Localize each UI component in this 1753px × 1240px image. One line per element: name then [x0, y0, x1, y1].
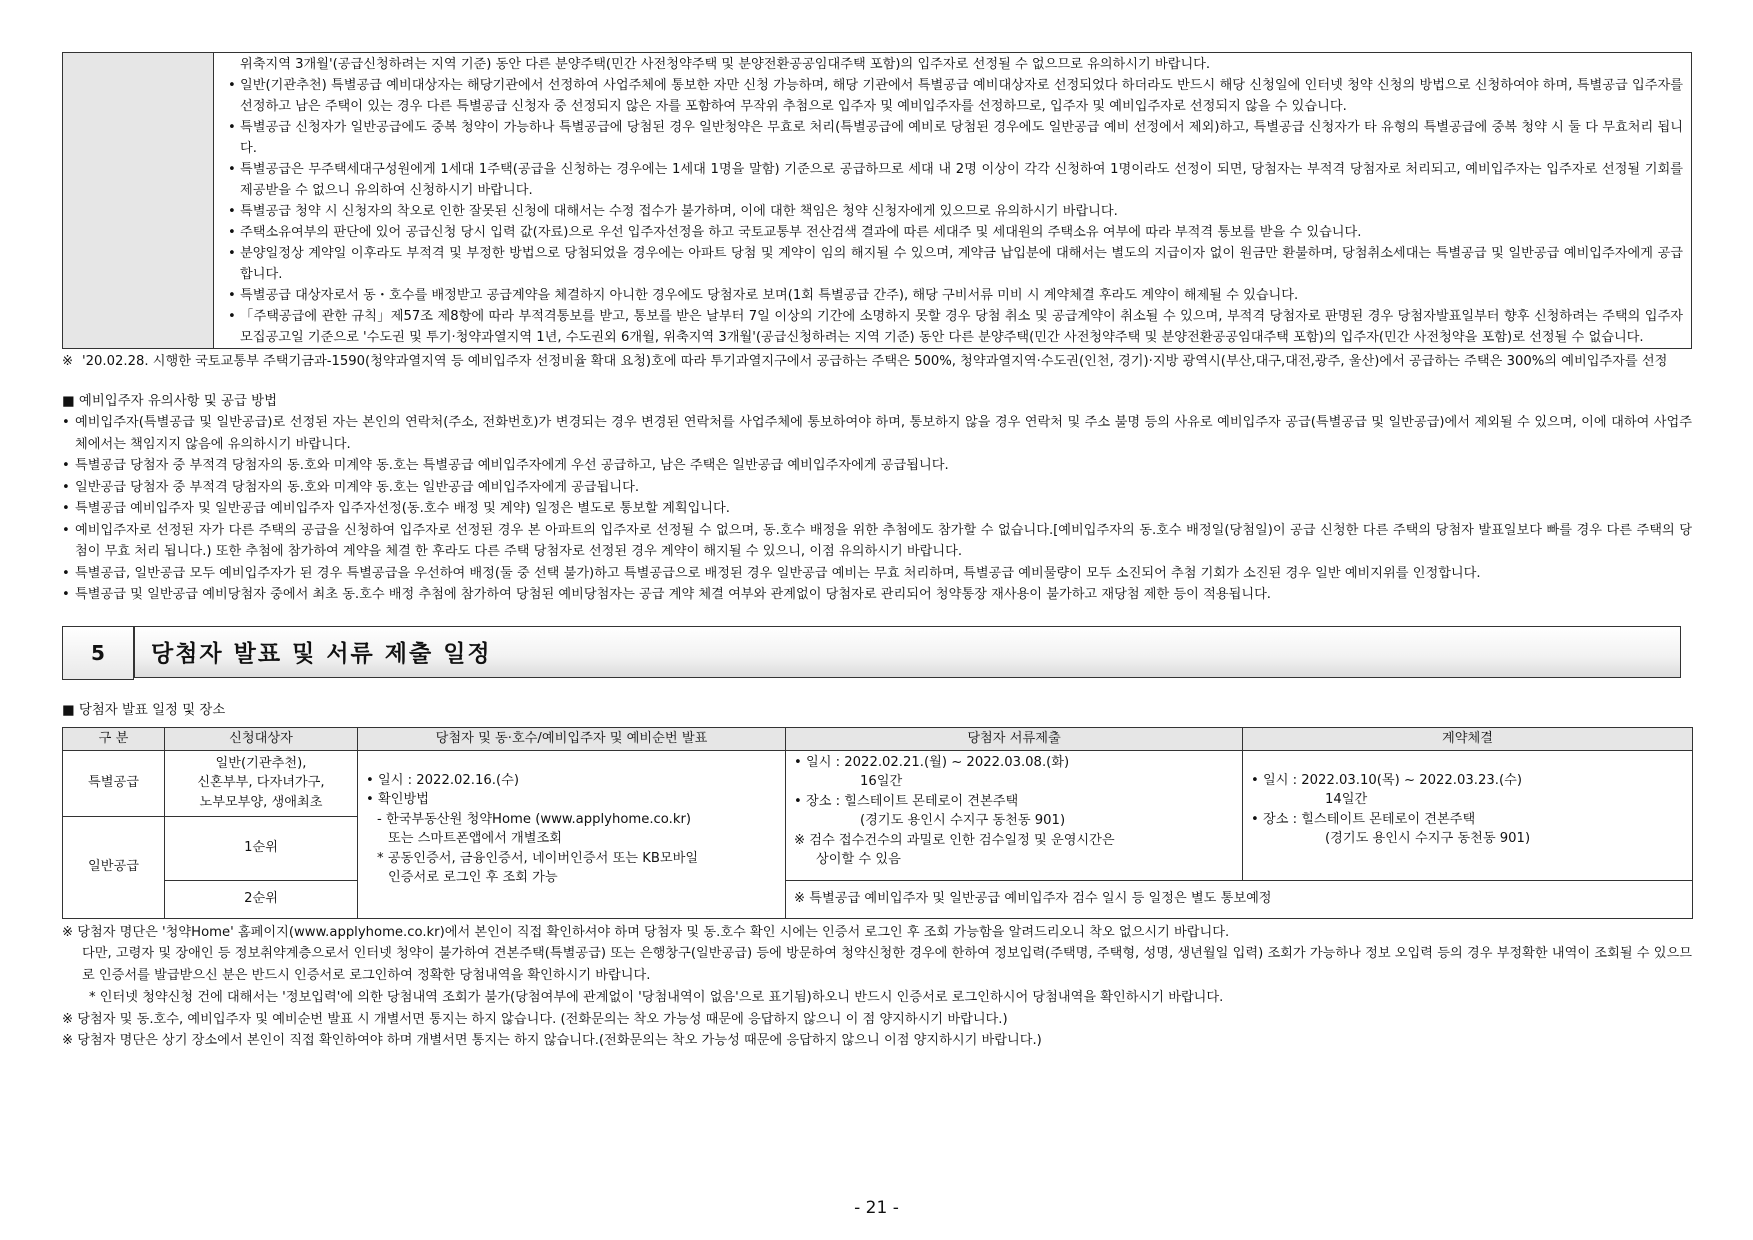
table-notes-cell — [214, 53, 1692, 349]
list-item: • 일반공급 당첨자 중 부적격 당첨자의 동.호와 미계약 동.호는 일반공급 예비입주자에게 공급됩니다. — [62, 477, 1692, 499]
contract-days: 14일간 — [1325, 792, 1368, 807]
reserve-section-heading: ■ 예비입주자 유의사항 및 공급 방법 — [62, 394, 278, 409]
schedule-heading: ■ 당첨자 발표 일정 및 장소 — [62, 702, 226, 718]
note-bullet: • 일반(기관추천) 특별공급 예비대상자는 해당기관에서 선정하여 사업주체에 통보한 자만 신청 가능하며, 해당 기관에서 특별공급 예비대상자로 선정되었다 하더라도 반드시 해당 신청일에 인터넷 청약 신청의 방법으로 신청하여야 하며, 특별공급 입주자를 선정하고 남은 주택이 있는 경우 다른 특별공급 신청자 중 선정되지 않은 자를 포함하여 무작위 추첨으로 입주자 및 예비입주자를 선정하므로, 입주자 및 예비입주자로 선정되지 않을 수 있습니다. — [228, 75, 1683, 117]
contract-address: (경기도 용인시 수지구 동천동 901) — [1325, 831, 1531, 846]
docs-note-2: 상이할 수 있음 — [816, 852, 901, 867]
announce-date: • 일시 : 2022.02.16.(수) — [366, 772, 520, 788]
note-bullet: • 특별공급 대상자로서 동・호수를 배정받고 공급계약을 체결하지 아니한 경우에도 당첨자로 보며(1회 특별공급 간주), 해당 구비서류 미비 시 계약체결 후라도 계약이 해제될 수 있습니다. — [228, 285, 1683, 306]
announce-cert-2: 인증서로 로그인 후 조회 가능 — [388, 870, 558, 885]
documents-cell — [786, 750, 1243, 880]
target-line: 노부모부양, 생애최초 — [199, 794, 323, 810]
list-item: • 특별공급, 일반공급 모두 예비입주자가 된 경우 특별공급을 우선하여 배정(둘 중 선택 불가)하고 특별공급으로 배정된 경우 일반공급 예비는 무효 처리하며, 특별공급 예비물량이 모두 소진되어 추첨 기회가 소진된 경우 일반 예비지위를 인정합니다. — [62, 563, 1692, 585]
contract-place: • 장소 : 힐스테이트 몬테로이 견본주택 — [1251, 811, 1476, 827]
note-bullet: • 분양일정상 계약일 이후라도 부적격 및 부정한 방법으로 당첨되었을 경우에는 아파트 당첨 및 계약이 임의 해지될 수 있으며, 계약금 납입분에 대해서는 별도의 지급이자 없이 원금만 환불하며, 당첨취소세대는 특별공급 및 일반공급 예비입주자에게 공급합니다. — [228, 243, 1683, 285]
docs-note-1: ※ 검수 접수건수의 과밀로 인한 검수일정 및 운영시간은 — [794, 832, 1115, 848]
rank2-note-cell: ※ 특별공급 예비입주자 및 일반공급 예비입주자 검수 일시 등 일정은 별도 통보예정 — [786, 880, 1693, 918]
col-header-contract: 계약체결 — [1243, 727, 1693, 750]
bottom-notes — [62, 922, 1692, 1053]
note-bullet: • 특별공급 신청자가 일반공급에도 중복 청약이 가능하나 특별공급에 당첨된 경우 일반청약은 무효로 처리(특별공급에 예비로 당첨된 경우에도 일반공급 예비 선정에서 제외)하고, 특별공급 신청자가 타 유형의 특별공급에 중복 청약 시 둘 다 무효처리 됩니다. — [228, 117, 1683, 159]
reserve-bullet-list — [62, 412, 1692, 606]
list-item: • 특별공급 당첨자 중 부적격 당첨자의 동.호와 미계약 동.호는 특별공급 예비입주자에게 우선 공급하고, 남은 주택은 일반공급 예비입주자에게 공급됩니다. — [62, 455, 1692, 477]
section-title: 당첨자 발표 및 서류 제출 일정 — [134, 626, 1681, 678]
note-text: '20.02.28. 시행한 국토교통부 주택기금과-1590(청약과열지역 등 예비입주자 선정비율 확대 요청)호에 따라 투기과열지구에서 공급하는 주택은 500%, 청약과열지역·수도권(인천, 경기)·지방 광역시(부산,대구,대전,광주, 울산)에서 공급하는 주택은 300%의 예비입주자를 선정 — [82, 354, 1668, 369]
target-line: 신혼부부, 다자녀가구, — [197, 775, 325, 791]
document-page — [62, 52, 1692, 1052]
table-left-cell — [63, 53, 214, 349]
table-header-row — [63, 727, 1693, 750]
note-bullet: • 주택소유여부의 판단에 있어 공급신청 당시 입력 값(자료)으로 우선 입주자선정을 하고 국토교통부 전산검색 결과에 따른 세대주 및 세대원의 주택소유 여부에 따라 부적격 통보를 받을 수 있습니다. — [228, 222, 1683, 243]
section-5-header — [62, 626, 1692, 682]
notice-line: 다만, 고령자 및 장애인 등 정보취약계층으로서 인터넷 청약이 불가하여 견본주택(특별공급) 또는 은행창구(일반공급) 등에 방문하여 청약신청한 경우에 한하여 정보입력(주택명, 주택형, 성명, 생년월일 입력) 조회가 가능하나 정보 오입력 등의 경우 부정확한 내역이 조회될 수 있으므로 인증서를 발급받으신 분은 반드시 인증서로 로그인하여 정확한 당첨내역을 확인하시기 바랍니다. — [82, 946, 1692, 984]
announce-method-label: • 확인방법 — [366, 792, 429, 807]
docs-date: • 일시 : 2022.02.21.(월) ~ 2022.03.08.(화) — [794, 754, 1070, 770]
list-item: • 특별공급 예비입주자 및 일반공급 예비입주자 입주자선정(동.호수 배정 및 계약) 일정은 별도로 통보할 계획입니다. — [62, 498, 1692, 520]
notice-line: ※ 당첨자 및 동.호수, 예비입주자 및 예비순번 발표 시 개별서면 통지는 하지 않습니다. (전화문의는 착오 가능성 때문에 응답하지 않으니 이 점 양지하시기 바랍니다.) — [62, 1011, 1008, 1027]
list-item: • 특별공급 및 일반공급 예비당첨자 중에서 최초 동.호수 배정 추첨에 참가하여 당첨된 예비당첨자는 공급 계약 체결 여부와 관계없이 당첨자로 관리되어 청약통장 재사용이 불가하고 재당첨 제한 등이 적용됩니다. — [62, 584, 1692, 606]
section-number: 5 — [62, 626, 134, 680]
general-supply-cell: 일반공급 — [63, 816, 165, 918]
target-line: 일반(기관추천), — [215, 755, 307, 771]
note-bullet: • 특별공급은 무주택세대구성원에게 1세대 1주택(공급을 신청하는 경우에는 1세대 1명을 말함) 기준으로 공급하므로 세대 내 2명 이상이 각각 신청하여 1명이라도 선정이 되면, 당첨자는 부적격 당첨자로 처리되고, 예비입주자는 입주자로 선정될 기회를 제공받을 수 없으니 유의하여 신청하시기 바랍니다. — [228, 159, 1683, 201]
col-header-documents: 당첨자 서류제출 — [786, 727, 1243, 750]
announce-method-1: - 한국부동산원 청약Home (www.applyhome.co.kr) — [377, 811, 692, 827]
table-row — [63, 880, 1693, 918]
special-supply-cell: 특별공급 — [63, 750, 165, 816]
special-targets-cell — [165, 750, 358, 816]
contract-cell — [1243, 750, 1693, 880]
announcement-cell — [358, 750, 786, 918]
note-mark: ※ — [62, 354, 74, 369]
notice-line: ※ 당첨자 명단은 '청약Home' 홈페이지(www.applyhome.co.kr)에서 본인이 직접 확인하셔야 하며 당첨자 및 동.호수 확인 시에는 인증서 로그인 후 조회 가능함을 알려드리오니 착오 없으시기 바랍니다. — [62, 924, 1230, 940]
docs-days: 16일간 — [860, 774, 903, 789]
rank2-cell: 2순위 — [165, 880, 358, 918]
note-bullet: • 특별공급 청약 시 신청자의 착오로 인한 잘못된 신청에 대해서는 수정 접수가 불가하며, 이에 대한 책임은 청약 신청자에게 있으므로 유의하시기 바랍니다. — [228, 201, 1683, 222]
docs-address: (경기도 용인시 수지구 동천동 901) — [860, 813, 1066, 828]
announce-cert-1: * 공동인증서, 금융인증서, 네이버인증서 또는 KB모바일 — [377, 850, 699, 866]
page-number: - 21 - — [854, 1198, 899, 1218]
contract-date: • 일시 : 2022.03.10(목) ~ 2022.03.23.(수) — [1251, 772, 1522, 788]
note-bullet: • 「주택공급에 관한 규칙」제57조 제8항에 따라 부적격통보를 받고, 통보를 받은 날부터 7일 이상의 기간에 소명하지 못할 경우 당첨 취소 및 공급계약이 취소될 수 있으며, 부적격 당첨자로 판명된 경우 당첨자발표일부터 향후 신청하려는 주택의 입주자모집공고일 기준으로 '수도권 및 투기·청약과열지역 1년, 수도권외 6개월, 위축지역 3개월'(공급신청하려는 지역 기준) 동안 다른 분양주택(민간 사전청약주택 및 분양전환공공임대주택 포함)의 입주자(민간 사전청약을 포함)로 선정될 수 없습니다. — [228, 306, 1683, 348]
col-header-category: 구 분 — [63, 727, 165, 750]
list-item: • 예비입주자로 선정된 자가 다른 주택의 공급을 신청하여 입주자로 선정된 경우 본 아파트의 입주자로 선정될 수 없으며, 동.호수 배정을 위한 추첨에도 참가할 수 없습니다.[예비입주자의 동.호수 배정일(당첨일)이 공급 신청한 다른 주택의 당첨자 발표일보다 빠를 경우 다른 주택의 당첨이 무효 처리 됩니다.) 또한 추첨에 참가하여 계약을 체결 한 후라도 다른 주택 당첨자로 선정된 경우 계약이 해지될 수 있으니, 이점 유의하시기 바랍니다. — [62, 520, 1692, 563]
announcement-schedule-table — [62, 727, 1693, 919]
announce-method-2: 또는 스마트폰앱에서 개별조회 — [388, 831, 562, 846]
col-header-announcement: 당첨자 및 동·호수/예비입주자 및 예비순번 발표 — [358, 727, 786, 750]
col-header-applicant: 신청대상자 — [165, 727, 358, 750]
special-supply-notes-table — [62, 52, 1692, 349]
reserve-ratio-note — [62, 351, 1692, 372]
rank1-cell: 1순위 — [165, 816, 358, 880]
docs-place: • 장소 : 힐스테이트 몬테로이 견본주택 — [794, 793, 1019, 809]
notice-line: * 인터넷 청약신청 건에 대해서는 '정보입력'에 의한 당첨내역 조회가 불가(당첨여부에 관계없이 '당첨내역이 없음'으로 표기됨)하오니 반드시 인증서로 로그인하시어 당첨내역을 확인하시기 바랍니다. — [89, 989, 1224, 1005]
note-line: 위축지역 3개월'(공급신청하려는 지역 기준) 동안 다른 분양주택(민간 사전청약주택 및 분양전환공공임대주택 포함)의 입주자로 선정될 수 없으므로 유의하시기 바랍니다. — [240, 57, 1211, 72]
notice-line: ※ 당첨자 명단은 상기 장소에서 본인이 직접 확인하여야 하며 개별서면 통지는 하지 않습니다.(전화문의는 착오 가능성 때문에 응답하지 않으니 이점 양지하시기 바랍니다.) — [62, 1033, 1042, 1049]
list-item: • 예비입주자(특별공급 및 일반공급)로 선정된 자는 본인의 연락처(주소, 전화번호)가 변경되는 경우 변경된 연락처를 사업주체에 통보하여야 하며, 통보하지 않을 경우 연락처 및 주소 불명 등의 사유로 예비입주자 공급(특별공급 및 일반공급)에서 제외될 수 있으며, 이에 대하여 사업주체에서는 책임지지 않음에 유의하시기 바랍니다. — [62, 412, 1692, 455]
table-row — [63, 750, 1693, 816]
